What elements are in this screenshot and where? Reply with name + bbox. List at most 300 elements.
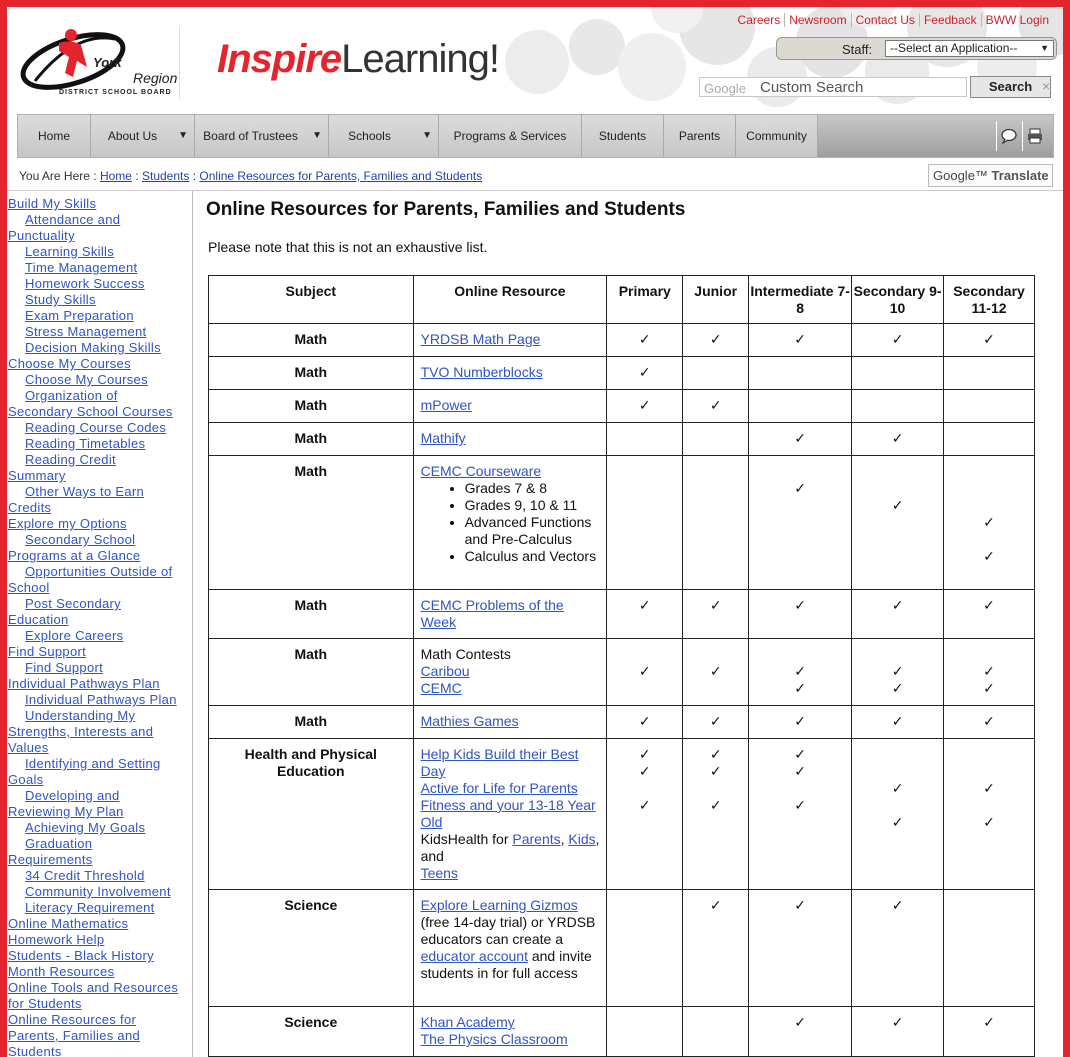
- sidebar-link[interactable]: Find Support: [8, 644, 87, 659]
- sidebar-link[interactable]: Learning Skills: [25, 244, 115, 259]
- chevron-down-icon: ▼: [1040, 43, 1049, 53]
- check-icon: ✓: [983, 1014, 995, 1030]
- check-spacer: [749, 646, 851, 663]
- table-row: [209, 590, 1035, 639]
- cell-resource: [413, 890, 607, 1007]
- sidebar-link[interactable]: Month Resources: [8, 964, 115, 979]
- sidebar-link[interactable]: Goals: [8, 772, 44, 787]
- nav-label: Programs & Services: [453, 129, 567, 143]
- cell-subject: Health and Physical Education: [209, 739, 414, 890]
- resource-text: KidsHealth for: [420, 831, 513, 847]
- yrdsb-logo[interactable]: [15, 21, 178, 101]
- check-icon: ✓: [891, 597, 904, 613]
- nav-label: Home: [37, 129, 70, 143]
- cell-resource: [413, 1007, 607, 1057]
- check-icon: ✓: [709, 331, 722, 347]
- cell-check: [683, 324, 749, 357]
- table-row: [209, 706, 1035, 739]
- sidebar-link[interactable]: Decision Making Skills: [25, 340, 161, 355]
- google-translate-button[interactable]: [928, 164, 1053, 187]
- sidebar-link[interactable]: Individual Pathways Plan: [25, 692, 177, 707]
- check-icon: ✓: [891, 780, 904, 796]
- check-icon: ✓: [794, 430, 806, 446]
- sidebar-link[interactable]: Achieving My Goals: [25, 820, 146, 835]
- cell-check: [944, 639, 1035, 706]
- check-icon: ✓: [794, 680, 806, 696]
- sidebar-link[interactable]: Reading Timetables: [25, 436, 146, 451]
- cell-check: [683, 739, 749, 890]
- resource-link[interactable]: Caribou: [420, 663, 470, 679]
- sidebar-link[interactable]: for Students: [8, 996, 82, 1011]
- resource-link[interactable]: Khan Academy: [420, 1014, 515, 1030]
- cell-check: [749, 639, 852, 706]
- breadcrumb-sep: :: [192, 169, 197, 183]
- cell-check: [607, 590, 683, 639]
- check-spacer: [607, 646, 682, 663]
- nav-community[interactable]: [736, 115, 818, 157]
- cell-subject: Math: [209, 390, 414, 423]
- sidebar-link[interactable]: Online Mathematics: [8, 916, 129, 931]
- cell-check: [607, 1007, 683, 1057]
- nav-about-us[interactable]: [91, 115, 195, 157]
- sidebar-link[interactable]: Parents, Families and: [8, 1028, 141, 1043]
- site-header: [7, 7, 1063, 113]
- cell-resource: [413, 390, 607, 423]
- check-icon: ✓: [891, 897, 904, 913]
- resource-link[interactable]: CEMC Courseware: [420, 463, 542, 479]
- check-icon: ✓: [891, 680, 904, 696]
- inspire-learning-banner: [217, 37, 499, 82]
- resource-link[interactable]: Teens: [420, 865, 458, 881]
- sidebar-link[interactable]: Secondary School Courses: [8, 404, 173, 419]
- chevron-down-icon: ▼: [178, 130, 188, 141]
- check-icon: ✓: [794, 597, 806, 613]
- cell-check: [749, 890, 852, 1007]
- cell-check: [852, 423, 944, 456]
- nav-label: Students: [598, 129, 647, 143]
- check-spacer: [944, 364, 1034, 381]
- top-link-bww-login[interactable]: BWW Login: [981, 13, 1053, 27]
- list-item: • Grades 9, 10 & 11: [465, 497, 601, 514]
- cell-check: [749, 706, 852, 739]
- check-icon: ✓: [891, 430, 904, 446]
- cell-check: [607, 324, 683, 357]
- resource-link[interactable]: Mathify: [420, 430, 466, 446]
- cell-check: [683, 1007, 749, 1057]
- page-title: Online Resources for Parents, Families and Students: [206, 199, 686, 220]
- check-spacer: [852, 480, 943, 497]
- cell-check: [944, 1007, 1035, 1057]
- sidebar-link[interactable]: Opportunities Outside of: [25, 564, 173, 579]
- cell-subject: Math: [209, 639, 414, 706]
- sidebar-link[interactable]: Choose My Courses: [25, 372, 148, 387]
- sidebar-link[interactable]: 34 Credit Threshold: [25, 868, 145, 883]
- cell-check: [607, 456, 683, 590]
- check-spacer: [607, 780, 682, 797]
- resource-link[interactable]: Fitness and your 13-18 Year Old: [420, 797, 596, 830]
- cell-check: [944, 390, 1035, 423]
- cell-check: [852, 739, 944, 890]
- check-icon: ✓: [638, 397, 651, 413]
- cell-check: [749, 390, 852, 423]
- check-icon: ✓: [794, 331, 806, 347]
- cell-check: [749, 357, 852, 390]
- sidebar-link[interactable]: Developing and: [25, 788, 120, 803]
- sidebar-link[interactable]: Stress Management: [25, 324, 147, 339]
- check-icon: ✓: [638, 597, 651, 613]
- top-link-contact-us[interactable]: Contact Us: [851, 13, 919, 27]
- resources-table: [208, 275, 1035, 1057]
- check-spacer: [944, 646, 1034, 663]
- top-link-feedback[interactable]: Feedback: [919, 13, 981, 27]
- cell-subject: Math: [209, 423, 414, 456]
- nav-students[interactable]: [582, 115, 664, 157]
- cell-check: [607, 357, 683, 390]
- check-spacer: [944, 746, 1034, 763]
- check-spacer: [683, 1014, 748, 1031]
- check-spacer: [683, 364, 748, 381]
- check-spacer: [944, 797, 1034, 814]
- chevron-down-icon: ▼: [422, 130, 432, 141]
- sidebar-link[interactable]: Individual Pathways Plan: [8, 676, 160, 691]
- sidebar-link[interactable]: Punctuality: [8, 228, 75, 243]
- cell-check: [607, 890, 683, 1007]
- google-translate-brand: Google™: [933, 168, 988, 183]
- cell-check: [944, 890, 1035, 1007]
- logo-region-text: Region: [133, 70, 178, 86]
- check-spacer: [683, 646, 748, 663]
- cell-resource: [413, 590, 607, 639]
- staff-select-value: --Select an Application--: [890, 41, 1018, 55]
- resource-link[interactable]: Explore Learning Gizmos: [420, 897, 578, 913]
- check-spacer: [944, 430, 1034, 447]
- check-icon: ✓: [638, 746, 651, 762]
- logo-york-text: York: [93, 55, 122, 70]
- sidebar-link[interactable]: Requirements: [8, 852, 93, 867]
- nav-home[interactable]: [18, 115, 91, 157]
- sidebar-link[interactable]: Other Ways to Earn: [25, 484, 145, 499]
- col-header-subject: Subject: [209, 276, 414, 324]
- check-icon: ✓: [983, 663, 995, 679]
- resource-link[interactable]: Help Kids Build their Best Day: [420, 746, 579, 779]
- cell-check: [607, 423, 683, 456]
- table-row: [209, 357, 1035, 390]
- sidebar-link[interactable]: Time Management: [25, 260, 138, 275]
- resource-text: Math Contests: [420, 646, 511, 662]
- resource-link[interactable]: The Physics Classroom: [420, 1031, 568, 1047]
- nav-programs-services[interactable]: [439, 115, 582, 157]
- sidebar-link[interactable]: Post Secondary: [25, 596, 121, 611]
- cell-subject: Science: [209, 1007, 414, 1057]
- sidebar-link[interactable]: Literacy Requirement: [25, 900, 155, 915]
- resource-text: (free 14-day trial) or YRDSB educators can create a: [420, 914, 596, 947]
- resource-link[interactable]: CEMC: [420, 680, 462, 696]
- cell-check: [944, 324, 1035, 357]
- page-note: Please note that this is not an exhaustive list.: [208, 239, 488, 255]
- check-spacer: [944, 463, 1034, 480]
- check-spacer: [852, 746, 943, 763]
- banner-inspire: Inspire: [217, 37, 342, 81]
- resource-link[interactable]: TVO Numberblocks: [420, 364, 543, 380]
- sidebar-link[interactable]: Organization of: [25, 388, 118, 403]
- top-links: [734, 13, 1053, 27]
- cell-check: [852, 390, 944, 423]
- col-header-intermediate: Intermediate 7-8: [749, 276, 852, 324]
- table-row: [209, 1007, 1035, 1057]
- nav-label: Parents: [678, 129, 721, 143]
- sidebar-link[interactable]: Homework Success: [25, 276, 145, 291]
- sidebar-link[interactable]: Summary: [8, 468, 66, 483]
- sidebar-link[interactable]: Values: [8, 740, 49, 755]
- nav-schools[interactable]: [329, 115, 439, 157]
- check-icon: ✓: [638, 331, 651, 347]
- cell-resource: [413, 357, 607, 390]
- sidebar-link[interactable]: Students: [8, 1044, 62, 1057]
- sidebar-link[interactable]: Online Tools and Resources: [8, 980, 179, 995]
- check-icon: ✓: [891, 713, 904, 729]
- check-icon: ✓: [891, 663, 904, 679]
- check-icon: ✓: [638, 763, 651, 779]
- check-spacer: [852, 463, 943, 480]
- check-spacer: [607, 1014, 682, 1031]
- check-icon: ✓: [983, 680, 995, 696]
- check-icon: ✓: [709, 797, 722, 813]
- logo-board-text: DISTRICT SCHOOL BOARD: [59, 89, 172, 96]
- check-spacer: [944, 897, 1034, 914]
- nav-parents[interactable]: [664, 115, 736, 157]
- sidebar-link[interactable]: Programs at a Glance: [8, 548, 141, 563]
- cell-check: [944, 423, 1035, 456]
- cell-subject: Science: [209, 890, 414, 1007]
- sidebar-link[interactable]: Credits: [8, 500, 52, 515]
- cell-subject: Math: [209, 324, 414, 357]
- resource-mixed: [421, 897, 601, 982]
- sidebar-link[interactable]: Graduation: [25, 836, 93, 851]
- page: [7, 7, 1063, 1057]
- staff-application-box: [776, 37, 1057, 60]
- cell-subject: Math: [209, 590, 414, 639]
- sidebar-link[interactable]: Find Support: [25, 660, 104, 675]
- col-header-resource: Online Resource: [413, 276, 607, 324]
- sidebar-link[interactable]: Strengths, Interests and: [8, 724, 154, 739]
- clear-search-icon[interactable]: ×: [1042, 78, 1051, 94]
- list-item: • Grades 7 & 8: [465, 480, 601, 497]
- cell-check: [607, 390, 683, 423]
- cell-check: [749, 423, 852, 456]
- cell-check: [749, 590, 852, 639]
- banner-learning: Learning!: [341, 37, 499, 81]
- check-spacer: [607, 430, 682, 447]
- cell-resource: [413, 324, 607, 357]
- check-icon: ✓: [983, 548, 995, 564]
- check-icon: ✓: [794, 663, 806, 679]
- cell-subject: Math: [209, 706, 414, 739]
- resource-link[interactable]: mPower: [420, 397, 472, 413]
- check-spacer: [749, 397, 851, 414]
- breadcrumb-current[interactable]: Online Resources for Parents, Families and Students: [199, 169, 483, 183]
- list-item: • Calculus and Vectors: [465, 548, 601, 565]
- cell-check: [749, 456, 852, 590]
- staff-label: Staff:: [842, 42, 873, 57]
- check-spacer: [944, 397, 1034, 414]
- cell-subject: Math: [209, 456, 414, 590]
- cell-check: [852, 324, 944, 357]
- cell-resource: [413, 423, 607, 456]
- sidebar-link[interactable]: School: [8, 580, 50, 595]
- check-spacer: [749, 364, 851, 381]
- cell-check: [944, 739, 1035, 890]
- check-icon: ✓: [983, 331, 995, 347]
- cell-check: [944, 706, 1035, 739]
- cell-resource: [413, 639, 607, 706]
- chevron-down-icon: ▼: [312, 130, 322, 141]
- table-header-row: [209, 276, 1035, 324]
- sidebar-nav: [7, 191, 193, 1057]
- check-icon: ✓: [709, 663, 722, 679]
- cell-resource: [413, 739, 607, 890]
- red-frame-right: [1063, 0, 1070, 1057]
- sidebar-link[interactable]: Secondary School: [25, 532, 136, 547]
- check-spacer: [749, 463, 851, 480]
- check-icon: ✓: [794, 713, 806, 729]
- resource-link[interactable]: Parents: [512, 831, 561, 847]
- resource-text: ,: [560, 831, 569, 847]
- cell-check: [852, 357, 944, 390]
- check-icon: ✓: [794, 746, 806, 762]
- search-placeholder: Custom Search: [760, 79, 864, 96]
- top-link-newsroom[interactable]: Newsroom: [784, 13, 850, 27]
- sidebar-link[interactable]: Exam Preparation: [25, 308, 134, 323]
- google-translate-label: Translate: [991, 168, 1049, 183]
- check-icon: ✓: [709, 897, 722, 913]
- check-icon: ✓: [794, 897, 806, 913]
- cell-check: [852, 890, 944, 1007]
- check-spacer: [683, 430, 748, 447]
- check-spacer: [607, 897, 682, 914]
- sidebar-link[interactable]: Attendance and: [25, 212, 121, 227]
- check-icon: ✓: [709, 746, 722, 762]
- chat-bubble-icon[interactable]: [1000, 127, 1018, 145]
- search-input[interactable]: [699, 77, 967, 97]
- sidebar-link[interactable]: Study Skills: [25, 292, 96, 307]
- check-spacer: [852, 763, 943, 780]
- nav-tool-divider: [1022, 121, 1023, 151]
- check-icon: ✓: [709, 397, 722, 413]
- resource-link[interactable]: Kids: [568, 831, 596, 847]
- cell-check: [607, 706, 683, 739]
- google-search-brand: Google: [704, 81, 746, 96]
- sidebar-link[interactable]: Understanding My: [25, 708, 136, 723]
- check-icon: ✓: [891, 1014, 904, 1030]
- sidebar-link[interactable]: Identifying and Setting: [25, 756, 161, 771]
- table-row: [209, 639, 1035, 706]
- header-divider: [179, 27, 180, 99]
- breadcrumb-prefix: You Are Here :: [19, 169, 97, 183]
- check-spacer: [944, 531, 1034, 548]
- sidebar-link[interactable]: Students - Black History: [8, 948, 154, 963]
- check-spacer: [944, 480, 1034, 497]
- print-icon[interactable]: [1026, 127, 1044, 145]
- check-spacer: [944, 497, 1034, 514]
- cell-check: [852, 1007, 944, 1057]
- staff-application-select[interactable]: [885, 40, 1054, 57]
- cell-check: [683, 706, 749, 739]
- sidebar-link[interactable]: Reviewing My Plan: [8, 804, 124, 819]
- nav-label: Schools: [348, 129, 391, 143]
- check-spacer: [852, 397, 943, 414]
- sidebar-link[interactable]: Community Involvement: [25, 884, 171, 899]
- check-icon: ✓: [891, 814, 904, 830]
- resource-link[interactable]: CEMC Problems of the Week: [420, 597, 564, 630]
- resource-link[interactable]: educator account: [420, 948, 528, 964]
- table-row: [209, 390, 1035, 423]
- cell-check: [683, 890, 749, 1007]
- sidebar-link[interactable]: Education: [8, 612, 69, 627]
- check-icon: ✓: [638, 364, 651, 380]
- check-spacer: [852, 364, 943, 381]
- nav-label: Board of Trustees: [203, 129, 298, 143]
- sidebar-link[interactable]: Homework Help: [8, 932, 105, 947]
- check-icon: ✓: [891, 497, 904, 513]
- resource-mixed: [421, 831, 601, 865]
- check-icon: ✓: [794, 480, 806, 496]
- check-icon: ✓: [638, 797, 651, 813]
- cell-check: [749, 1007, 852, 1057]
- sidebar-link[interactable]: Build My Skills: [8, 196, 97, 211]
- check-spacer: [852, 797, 943, 814]
- breadcrumb-students[interactable]: Students: [142, 169, 190, 183]
- sidebar-link[interactable]: Explore my Options: [8, 516, 127, 531]
- cell-check: [683, 423, 749, 456]
- resource-link[interactable]: Mathies Games: [420, 713, 519, 729]
- cell-check: [683, 639, 749, 706]
- col-header-primary: Primary: [607, 276, 683, 324]
- check-icon: ✓: [983, 814, 995, 830]
- cell-check: [944, 357, 1035, 390]
- cell-subject: Math: [209, 357, 414, 390]
- cell-check: [683, 390, 749, 423]
- table-row: [209, 456, 1035, 590]
- nav-label: Community: [746, 129, 807, 143]
- search-button[interactable]: Search: [970, 76, 1051, 98]
- resource-link[interactable]: YRDSB Math Page: [420, 331, 541, 347]
- check-spacer: [944, 763, 1034, 780]
- check-icon: ✓: [709, 763, 722, 779]
- breadcrumb-home[interactable]: Home: [99, 169, 132, 183]
- check-spacer: [683, 463, 748, 480]
- sidebar-link[interactable]: Reading Credit: [25, 452, 116, 467]
- sidebar-link[interactable]: Explore Careers: [25, 628, 124, 643]
- check-icon: ✓: [983, 780, 995, 796]
- cell-check: [683, 357, 749, 390]
- sidebar-link[interactable]: Reading Course Codes: [25, 420, 167, 435]
- col-header-secondary-11-12: Secondary 11-12: [944, 276, 1035, 324]
- nav-tool-divider: [996, 121, 997, 151]
- check-icon: ✓: [794, 1014, 806, 1030]
- check-icon: ✓: [638, 663, 651, 679]
- resource-link[interactable]: Active for Life for Parents: [420, 780, 578, 796]
- sidebar-link[interactable]: Online Resources for: [8, 1012, 137, 1027]
- red-frame-left: [0, 0, 7, 1057]
- top-link-careers[interactable]: Careers: [737, 13, 781, 27]
- col-header-junior: Junior: [683, 276, 749, 324]
- check-icon: ✓: [709, 597, 722, 613]
- sidebar-link[interactable]: Choose My Courses: [8, 356, 131, 371]
- check-icon: ✓: [891, 331, 904, 347]
- table-row: [209, 739, 1035, 890]
- nav-board-of-trustees[interactable]: [195, 115, 329, 157]
- cell-check: [749, 324, 852, 357]
